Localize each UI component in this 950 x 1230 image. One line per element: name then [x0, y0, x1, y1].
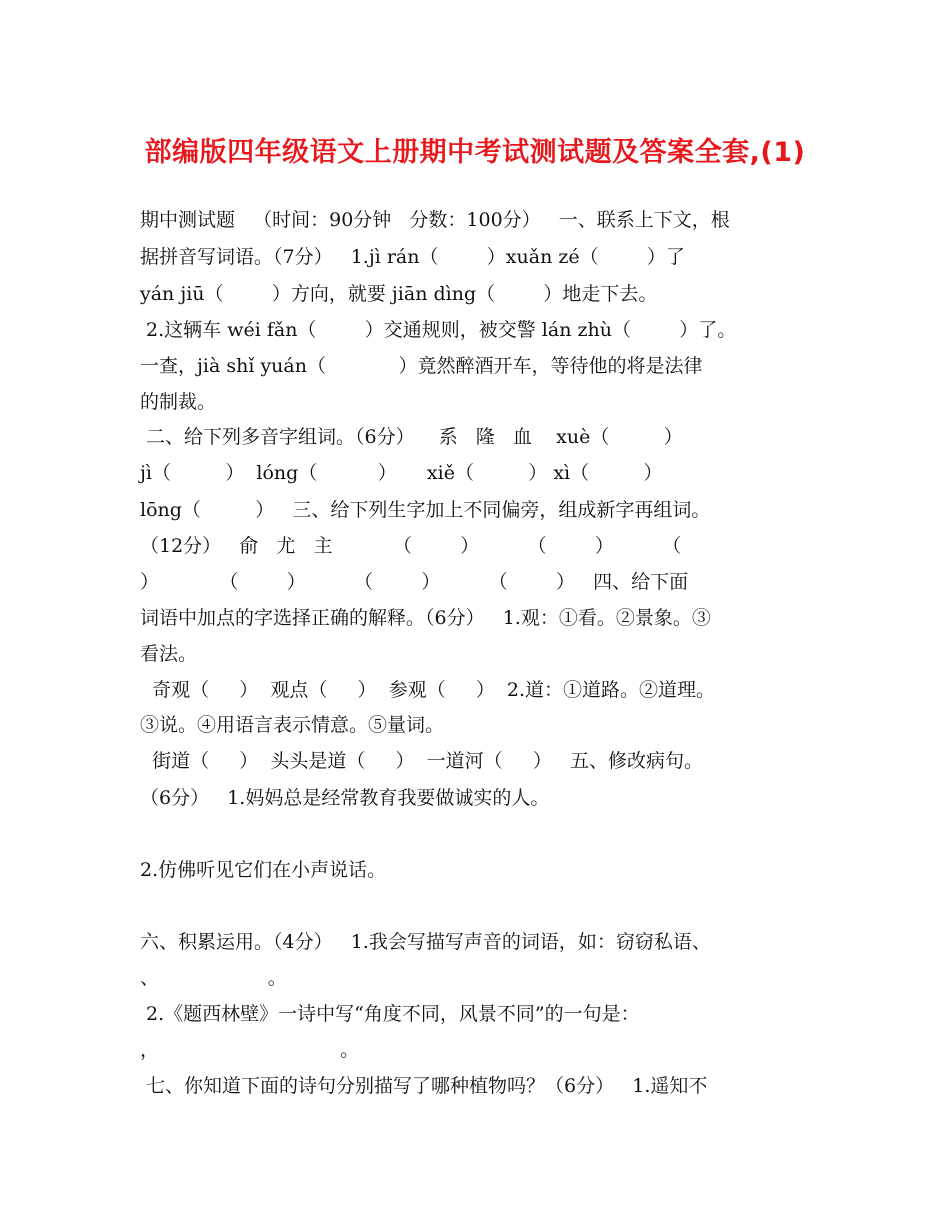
- document-title: 部编版四年级语文上册期中考试测试题及答案全套,(1): [144, 137, 806, 168]
- text-line: jì（ ） lóng（ ） xiě（ ） xì（ ）: [140, 462, 663, 484]
- text-line: （12分） 俞 尤 主 （ ） （ ） （: [140, 535, 682, 557]
- text-line: 2.这辆车 wéi fǎn（ ）交通规则，被交警 lán zhù（ ）了。: [140, 319, 737, 341]
- text-line: 、 。: [140, 967, 287, 989]
- text-line: 奇观（ ） 观点（ ） 参观（ ） 2.道：①道路。②道理。: [140, 679, 716, 701]
- text-line: 2.《题西林壁》一诗中写“角度不同，风景不同”的一句是：: [140, 1003, 640, 1025]
- text-line: 据拼音写词语。（7分） 1.jì rán（ ）xuǎn zé（ ）了: [140, 246, 685, 268]
- text-line: 七、你知道下面的诗句分别描写了哪种植物吗？（6分） 1.遥知不: [140, 1075, 708, 1097]
- text-line: 词语中加点的字选择正确的解释。（6分） 1.观：①看。②景象。③: [140, 607, 711, 629]
- text-line: ， 。: [140, 1039, 360, 1061]
- text-line: 六、积累运用。（4分） 1.我会写描写声音的词语，如：窃窃私语、: [140, 931, 711, 953]
- text-line: 看法。: [140, 643, 198, 665]
- text-line: （6分） 1.妈妈总是经常教育我要做诚实的人。: [140, 787, 550, 809]
- text-line: 二、给下列多音字组词。（6分） 系 隆 血 xuè（ ）: [140, 426, 683, 448]
- text-line: ） （ ） （ ） （ ） 四、给下面: [140, 571, 689, 593]
- text-line: 街道（ ） 头头是道（ ） 一道河（ ） 五、修改病句。: [140, 750, 703, 772]
- text-line: ③说。④用语言表示情意。⑤量词。: [140, 714, 445, 736]
- text-line: 期中测试题 （时间：90分钟 分数：100分） 一、联系上下文，根: [140, 209, 730, 231]
- text-line: 的制裁。: [140, 391, 217, 413]
- text-line: lōng（ ） 三、给下列生字加上不同偏旁，组成新字再组词。: [140, 499, 711, 521]
- text-line: 一查，jià shǐ yuán（ ）竟然醉酒开车，等待他的将是法律: [140, 355, 703, 377]
- text-line: yán jiū（ ）方向，就要 jiān dìng（ ）地走下去。: [140, 283, 658, 305]
- text-line: 2.仿佛听见它们在小声说话。: [140, 859, 387, 881]
